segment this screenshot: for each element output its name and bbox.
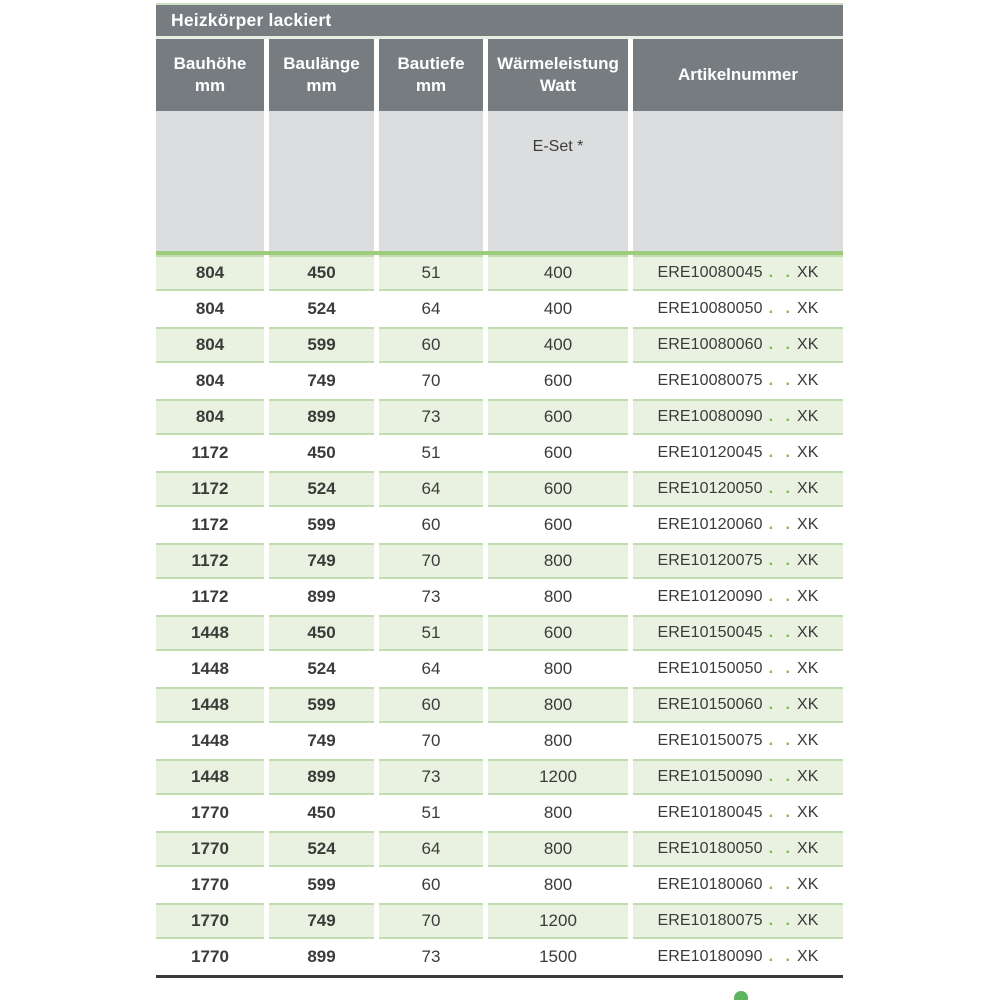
cell-artikelnummer xyxy=(633,471,843,507)
artikel-placeholder-dots: . . xyxy=(768,480,794,497)
column-header-label: Bautiefe xyxy=(397,53,465,73)
cell-baulaenge: 450 xyxy=(269,255,374,291)
table-title-bar xyxy=(156,3,843,36)
cell-bauhoehe: 1172 xyxy=(156,435,264,471)
cell-baulaenge: 599 xyxy=(269,507,374,543)
table-bottom-border xyxy=(156,975,843,978)
cell-waermeleistung: 600 xyxy=(488,615,628,651)
cell-waermeleistung: 800 xyxy=(488,687,628,723)
cell-bautiefe: 51 xyxy=(379,795,483,831)
cell-baulaenge: 450 xyxy=(269,795,374,831)
artikel-placeholder-dots: . . xyxy=(768,264,794,281)
cell-artikelnummer xyxy=(633,759,843,795)
cell-baulaenge: 899 xyxy=(269,399,374,435)
cell-waermeleistung: 800 xyxy=(488,795,628,831)
artikel-suffix: XK xyxy=(796,732,819,749)
cell-artikelnummer xyxy=(633,543,843,579)
cell-bautiefe: 60 xyxy=(379,327,483,363)
artikel-code: ERE10180075 xyxy=(657,912,763,929)
cell-waermeleistung: 400 xyxy=(488,291,628,327)
artikel-code: ERE10180050 xyxy=(657,840,763,857)
artikel-suffix: XK xyxy=(796,624,819,641)
cell-waermeleistung: 1200 xyxy=(488,903,628,939)
table-row xyxy=(156,615,843,651)
artikel-suffix: XK xyxy=(796,552,819,569)
artikel-placeholder-dots: . . xyxy=(768,804,794,821)
table-row xyxy=(156,255,843,291)
table-body xyxy=(156,255,843,975)
table-row xyxy=(156,291,843,327)
artikel-suffix: XK xyxy=(796,912,819,929)
cell-bautiefe: 60 xyxy=(379,867,483,903)
cell-baulaenge: 749 xyxy=(269,543,374,579)
artikel-placeholder-dots: . . xyxy=(768,552,794,569)
cell-artikelnummer xyxy=(633,795,843,831)
cell-bautiefe: 60 xyxy=(379,687,483,723)
artikel-suffix: XK xyxy=(796,336,819,353)
cell-artikelnummer xyxy=(633,831,843,867)
artikel-placeholder-dots: . . xyxy=(768,660,794,677)
cell-baulaenge: 599 xyxy=(269,867,374,903)
cell-waermeleistung: 800 xyxy=(488,867,628,903)
cell-waermeleistung: 600 xyxy=(488,363,628,399)
cell-waermeleistung: 600 xyxy=(488,471,628,507)
cell-artikelnummer xyxy=(633,687,843,723)
cell-bauhoehe: 804 xyxy=(156,327,264,363)
cell-bautiefe: 73 xyxy=(379,579,483,615)
artikel-code: ERE10080090 xyxy=(657,408,763,425)
table-row xyxy=(156,831,843,867)
column-header-bautiefe xyxy=(379,39,483,111)
artikel-suffix: XK xyxy=(796,516,819,533)
artikel-suffix: XK xyxy=(796,804,819,821)
cell-baulaenge: 899 xyxy=(269,579,374,615)
cell-baulaenge: 749 xyxy=(269,363,374,399)
cell-bauhoehe: 1448 xyxy=(156,615,264,651)
cell-bauhoehe: 1770 xyxy=(156,903,264,939)
artikel-code: ERE10180090 xyxy=(657,948,763,965)
artikel-suffix: XK xyxy=(796,696,819,713)
artikel-placeholder-dots: . . xyxy=(768,516,794,533)
cell-baulaenge: 450 xyxy=(269,615,374,651)
artikel-placeholder-dots: . . xyxy=(768,948,794,965)
cell-bauhoehe: 1448 xyxy=(156,723,264,759)
cell-baulaenge: 899 xyxy=(269,939,374,975)
table-row xyxy=(156,759,843,795)
artikel-code: ERE10080045 xyxy=(657,264,763,281)
cell-artikelnummer xyxy=(633,903,843,939)
cell-artikelnummer xyxy=(633,507,843,543)
cell-bauhoehe: 1770 xyxy=(156,831,264,867)
artikel-placeholder-dots: . . xyxy=(768,408,794,425)
cell-bauhoehe: 804 xyxy=(156,363,264,399)
cell-bauhoehe: 1770 xyxy=(156,795,264,831)
cell-baulaenge: 599 xyxy=(269,687,374,723)
column-header-unit: mm xyxy=(306,76,337,95)
cell-bautiefe: 64 xyxy=(379,651,483,687)
artikel-suffix: XK xyxy=(796,660,819,677)
cell-waermeleistung: 400 xyxy=(488,327,628,363)
cell-bautiefe: 70 xyxy=(379,363,483,399)
green-dot-icon xyxy=(734,991,748,1000)
cell-artikelnummer xyxy=(633,435,843,471)
table-row xyxy=(156,723,843,759)
artikel-suffix: XK xyxy=(796,588,819,605)
column-header-label: Wärmeleistung xyxy=(497,53,619,73)
cell-bautiefe: 64 xyxy=(379,471,483,507)
cell-waermeleistung: 600 xyxy=(488,399,628,435)
cell-baulaenge: 899 xyxy=(269,759,374,795)
subheader-cell xyxy=(156,111,264,251)
cell-waermeleistung: 800 xyxy=(488,579,628,615)
cell-bautiefe: 70 xyxy=(379,543,483,579)
column-header-label: Baulänge xyxy=(283,53,360,73)
cell-bautiefe: 51 xyxy=(379,435,483,471)
cell-artikelnummer xyxy=(633,615,843,651)
cell-waermeleistung: 800 xyxy=(488,831,628,867)
cell-waermeleistung: 600 xyxy=(488,435,628,471)
cell-bauhoehe: 804 xyxy=(156,291,264,327)
artikel-placeholder-dots: . . xyxy=(768,876,794,893)
artikel-suffix: XK xyxy=(796,768,819,785)
table-row xyxy=(156,903,843,939)
cell-waermeleistung: 1200 xyxy=(488,759,628,795)
artikel-suffix: XK xyxy=(796,480,819,497)
cell-bautiefe: 70 xyxy=(379,723,483,759)
cell-baulaenge: 749 xyxy=(269,903,374,939)
artikel-suffix: XK xyxy=(796,264,819,281)
artikel-placeholder-dots: . . xyxy=(768,912,794,929)
artikel-code: ERE10150050 xyxy=(657,660,763,677)
cell-baulaenge: 749 xyxy=(269,723,374,759)
table-row xyxy=(156,435,843,471)
table-subheader-row xyxy=(156,111,843,251)
artikel-code: ERE10150045 xyxy=(657,624,763,641)
artikel-code: ERE10120045 xyxy=(657,444,763,461)
table-row xyxy=(156,543,843,579)
artikel-placeholder-dots: . . xyxy=(768,300,794,317)
column-header-unit: mm xyxy=(415,76,447,95)
cell-waermeleistung: 400 xyxy=(488,255,628,291)
cell-baulaenge: 524 xyxy=(269,471,374,507)
cell-waermeleistung: 600 xyxy=(488,507,628,543)
eset-label: E-Set * xyxy=(532,138,584,155)
artikel-code: ERE10120060 xyxy=(657,516,763,533)
artikel-suffix: XK xyxy=(796,300,819,317)
column-header-label: Artikelnummer xyxy=(678,64,798,84)
table-row xyxy=(156,651,843,687)
cell-baulaenge: 524 xyxy=(269,291,374,327)
artikel-placeholder-dots: . . xyxy=(768,588,794,605)
heizkoerper-spec-table xyxy=(156,3,843,978)
artikel-placeholder-dots: . . xyxy=(768,372,794,389)
cell-waermeleistung: 800 xyxy=(488,543,628,579)
cell-bautiefe: 70 xyxy=(379,903,483,939)
artikel-code: ERE10180060 xyxy=(657,876,763,893)
cell-artikelnummer xyxy=(633,867,843,903)
column-header-unit: Watt xyxy=(539,76,577,95)
cell-bauhoehe: 1770 xyxy=(156,867,264,903)
table-row xyxy=(156,399,843,435)
artikel-placeholder-dots: . . xyxy=(768,732,794,749)
cell-bauhoehe: 1448 xyxy=(156,759,264,795)
cell-bautiefe: 73 xyxy=(379,939,483,975)
table-row xyxy=(156,795,843,831)
column-header-unit: mm xyxy=(194,76,226,95)
artikel-placeholder-dots: . . xyxy=(768,336,794,353)
artikel-code: ERE10080075 xyxy=(657,372,763,389)
artikel-code: ERE10120050 xyxy=(657,480,763,497)
subheader-cell xyxy=(633,111,843,251)
subheader-cell xyxy=(269,111,374,251)
artikel-placeholder-dots: . . xyxy=(768,768,794,785)
artikel-placeholder-dots: . . xyxy=(768,696,794,713)
cell-artikelnummer xyxy=(633,723,843,759)
table-row xyxy=(156,579,843,615)
artikel-suffix: XK xyxy=(796,372,819,389)
table-row xyxy=(156,507,843,543)
cell-baulaenge: 599 xyxy=(269,327,374,363)
cell-bautiefe: 51 xyxy=(379,615,483,651)
artikel-code: ERE10150075 xyxy=(657,732,763,749)
column-header-baulaenge xyxy=(269,39,374,111)
column-header-label: Bauhöhe xyxy=(173,53,247,73)
cell-waermeleistung: 800 xyxy=(488,723,628,759)
artikel-code: ERE10180045 xyxy=(657,804,763,821)
cell-bautiefe: 73 xyxy=(379,399,483,435)
cell-bauhoehe: 1770 xyxy=(156,939,264,975)
artikel-code: ERE10120090 xyxy=(657,588,763,605)
cell-artikelnummer xyxy=(633,327,843,363)
cell-waermeleistung: 800 xyxy=(488,651,628,687)
cell-bautiefe: 60 xyxy=(379,507,483,543)
cell-baulaenge: 524 xyxy=(269,651,374,687)
table-row xyxy=(156,471,843,507)
cell-bautiefe: 64 xyxy=(379,831,483,867)
cell-bauhoehe: 804 xyxy=(156,399,264,435)
cell-baulaenge: 524 xyxy=(269,831,374,867)
cell-artikelnummer xyxy=(633,399,843,435)
cell-waermeleistung: 1500 xyxy=(488,939,628,975)
cell-baulaenge: 450 xyxy=(269,435,374,471)
artikel-placeholder-dots: . . xyxy=(768,624,794,641)
cell-bauhoehe: 804 xyxy=(156,255,264,291)
cell-bautiefe: 64 xyxy=(379,291,483,327)
table-title: Heizkörper lackiert xyxy=(171,10,332,30)
table-row xyxy=(156,327,843,363)
cell-bauhoehe: 1172 xyxy=(156,579,264,615)
column-header-waermeleistung xyxy=(488,39,628,111)
artikel-suffix: XK xyxy=(796,948,819,965)
artikel-code: ERE10120075 xyxy=(657,552,763,569)
artikel-code: ERE10150090 xyxy=(657,768,763,785)
cell-artikelnummer xyxy=(633,579,843,615)
artikel-placeholder-dots: . . xyxy=(768,840,794,857)
artikel-code: ERE10080050 xyxy=(657,300,763,317)
column-header-artikelnummer xyxy=(633,39,843,111)
artikel-suffix: XK xyxy=(796,444,819,461)
cell-bautiefe: 73 xyxy=(379,759,483,795)
artikel-suffix: XK xyxy=(796,876,819,893)
artikel-code: ERE10150060 xyxy=(657,696,763,713)
cell-bauhoehe: 1172 xyxy=(156,507,264,543)
table-row xyxy=(156,867,843,903)
cell-bauhoehe: 1448 xyxy=(156,687,264,723)
table-row xyxy=(156,363,843,399)
cell-artikelnummer xyxy=(633,363,843,399)
cell-artikelnummer xyxy=(633,255,843,291)
cell-bauhoehe: 1448 xyxy=(156,651,264,687)
cell-bauhoehe: 1172 xyxy=(156,543,264,579)
table-row xyxy=(156,687,843,723)
cell-artikelnummer xyxy=(633,651,843,687)
artikel-placeholder-dots: . . xyxy=(768,444,794,461)
table-header-row xyxy=(156,39,843,111)
cell-artikelnummer xyxy=(633,939,843,975)
artikel-suffix: XK xyxy=(796,408,819,425)
artikel-code: ERE10080060 xyxy=(657,336,763,353)
subheader-cell xyxy=(379,111,483,251)
cell-bauhoehe: 1172 xyxy=(156,471,264,507)
cell-bautiefe: 51 xyxy=(379,255,483,291)
column-header-bauhoehe xyxy=(156,39,264,111)
subheader-eset-cell xyxy=(488,111,628,251)
table-row xyxy=(156,939,843,975)
cell-artikelnummer xyxy=(633,291,843,327)
artikel-suffix: XK xyxy=(796,840,819,857)
